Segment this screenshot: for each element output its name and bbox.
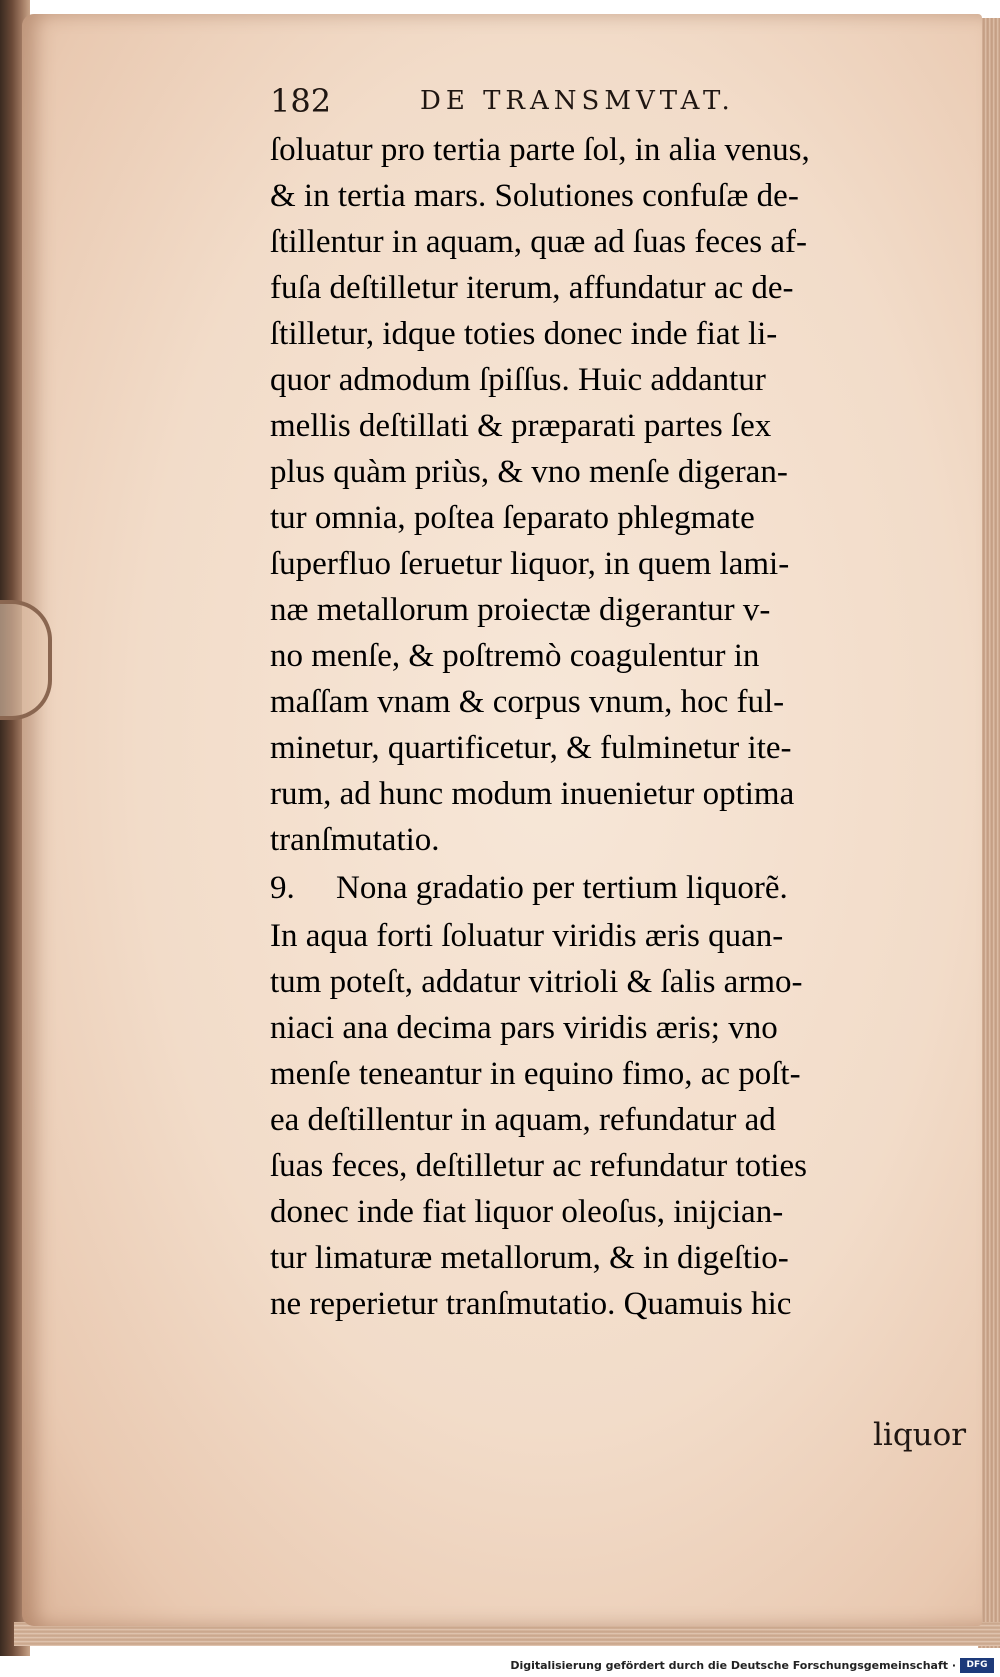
text-line: ſtillentur in aquam, quæ ad ſuas feces af-	[270, 224, 807, 260]
text-line: ne reperietur tranſmutatio. Quamuis hic	[270, 1286, 792, 1322]
running-head-title: DE TRANSMVTAT.	[420, 86, 735, 116]
text-line: no menſe, & poſtremò coagulentur in	[270, 638, 760, 674]
text-line: niaci ana decima pars viridis æris; vno	[270, 1010, 778, 1046]
text-line: fuſa deſtilletur iterum, affundatur ac de-	[270, 270, 794, 306]
text-line: ſuas feces, deſtilletur ac refundatur toties	[270, 1148, 807, 1184]
dfg-logo: DFG	[960, 1658, 994, 1673]
text-line: rum, ad hunc modum inuenietur optima	[270, 776, 795, 812]
text-line: donec inde fiat liquor oleoſus, inijcian-	[270, 1194, 784, 1230]
text-line: & in tertia mars. Solutiones confuſæ de-	[270, 178, 799, 214]
text-line: menſe teneantur in equino fimo, ac poſt-	[270, 1056, 801, 1092]
text-line: ſuperfluo ſeruetur liquor, in quem lami-	[270, 546, 790, 582]
digitization-footer	[0, 1656, 1000, 1677]
text-line: tum poteſt, addatur vitrioli & ſalis armo-	[270, 964, 803, 1000]
book-clasp	[0, 600, 52, 720]
page-number: 182	[270, 82, 332, 120]
text-line: tur omnia, poſtea ſeparato phlegmate	[270, 500, 755, 536]
text-line: ſoluatur pro tertia parte ſol, in alia venus,	[270, 132, 810, 168]
text-line: tur limaturæ metallorum, & in digeſtio-	[270, 1240, 789, 1276]
text-line: ea deſtillentur in aquam, refundatur ad	[270, 1102, 776, 1138]
catchword: liquor	[873, 1417, 967, 1453]
funding-credit: Digitalisierung gefördert durch die Deutsche Forschungsgemeinschaft ·	[510, 1659, 956, 1672]
text-line: In aqua forti ſoluatur viridis æris quan-	[270, 918, 784, 954]
text-line: quor admodum ſpiſſus. Huic addantur	[270, 362, 766, 398]
text-line: næ metallorum proiectæ digerantur v-	[270, 592, 771, 628]
text-line: maſſam vnam & corpus vnum, hoc ful-	[270, 684, 785, 720]
text-line: mellis deſtillati & præparati partes ſex	[270, 408, 772, 444]
text-line: plus quàm priùs, & vno menſe digeran-	[270, 454, 788, 490]
text-line: minetur, quartificetur, & fulminetur ite-	[270, 730, 792, 766]
running-head	[270, 82, 870, 122]
text-line: ſtilletur, idque toties donec inde fiat li-	[270, 316, 778, 352]
section-heading-line: 9. Nona gradatio per tertium liquorẽ.	[270, 870, 788, 906]
text-line: tranſmutatio.	[270, 822, 440, 858]
